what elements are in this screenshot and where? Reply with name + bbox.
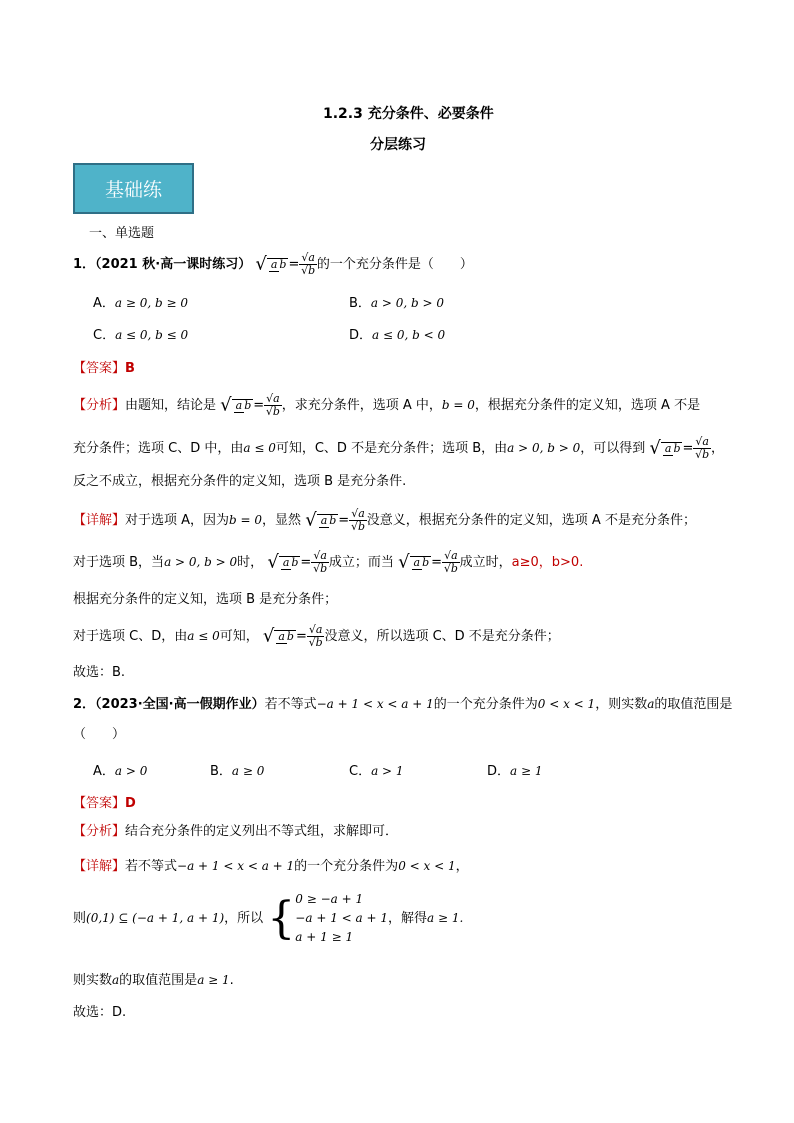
q1-option-b: B．a > 0, b > 0 [349,296,445,311]
q1-stem [73,252,473,277]
q1-stem-tail: 的一个充分条件是（ ） [316,257,473,272]
q2-stem: 2．（2023·全国·高一假期作业）若不等式−a + 1 < x < a + 1的一个充分条件为0 < x < 1，则实数a的取值范围是 [73,697,733,712]
page-title: 1.2.3 充分条件、必要条件 [323,106,494,122]
q1-detail-line3: 根据充分条件的定义知，选项 B 是充分条件； [73,592,338,607]
q1-option-a: A．a ≥ 0, b ≥ 0 [93,296,189,311]
q2-option-a: A．a > 0 [93,764,148,779]
q1-analysis-line2: 充分条件；选项 C、D 中，由a ≤ 0可知，C、D 不是充分条件；选项 B，由a > 0, b > 0，可以得到 √ a b = $\frac{√a}{√b}$ ， [73,435,724,461]
q2-detail-line2: 则(0,1) ⊆ (−a + 1, a + 1)，所以 { 0 ≥ −a + 1 −a + 1 < a + 1 a + 1 ≥ 1 ，解得a ≥ 1. [73,890,463,947]
q1-analysis-line3: 反之不成立，根据充分条件的定义知，选项 B 是充分条件. [73,474,407,489]
section-heading: 一、单选题 [89,226,155,241]
q2-conclusion: 故选：D. [73,1005,127,1020]
q2-option-c: C．a > 1 [349,764,404,779]
q1-detail-line2: 对于选项 B，当a > 0, b > 0时， √ a b = $\frac{√a}{√b}$ 成立；而当 √ a b = $\frac{√a}{√b}$ 成立时，a≥0，b>0. [73,549,584,575]
q2-detail-line3: 则实数a的取值范围是a ≥ 1. [73,973,234,988]
q1-option-d: D．a ≤ 0, b < 0 [349,328,446,343]
level-banner: 基础练 [73,163,194,214]
q1-detail-line1: 【详解】对于选项 A，因为b = 0，显然 √ a b = $\frac{√a}{√b}$ 没意义，根据充分条件的定义知，选项 A 不是充分条件； [73,507,696,533]
q1-detail-line4: 对于选项 C、D，由a ≤ 0可知， √ a b = $\frac{√a}{√b}$ 没意义，所以选项 C、D 不是充分条件； [73,623,560,649]
q2-option-b: B．a ≥ 0 [210,764,265,779]
q2-stem-line2: （ ） [73,727,126,742]
q1-conclusion: 故选：B. [73,665,126,680]
q1-formula: √ a b = $\frac{√a}{√b}$ [255,251,316,277]
q2-option-d: D．a ≥ 1 [487,764,543,779]
q1-source: （2021 秋·高一课时练习） [95,257,252,272]
q2-inequality-system: 0 ≥ −a + 1 −a + 1 < a + 1 a + 1 ≥ 1 [295,892,388,944]
q1-number: 1． [73,257,96,272]
q1-analysis-line1: 【分析】由题知，结论是 √ a b = $\frac{√a}{√b}$ ，求充分条件，选项 A 中，b = 0，根据充分条件的定义知，选项 A 不是 [73,392,701,418]
q2-detail-line1: 【详解】若不等式−a + 1 < x < a + 1的一个充分条件为0 < x < 1， [73,859,469,874]
q1-answer: 【答案】B [73,361,135,376]
q2-analysis: 【分析】结合充分条件的定义列出不等式组，求解即可． [73,824,399,839]
q1-option-c: C．a ≤ 0, b ≤ 0 [93,328,189,343]
page-subtitle: 分层练习 [370,137,426,153]
q2-answer: 【答案】D [73,796,136,811]
